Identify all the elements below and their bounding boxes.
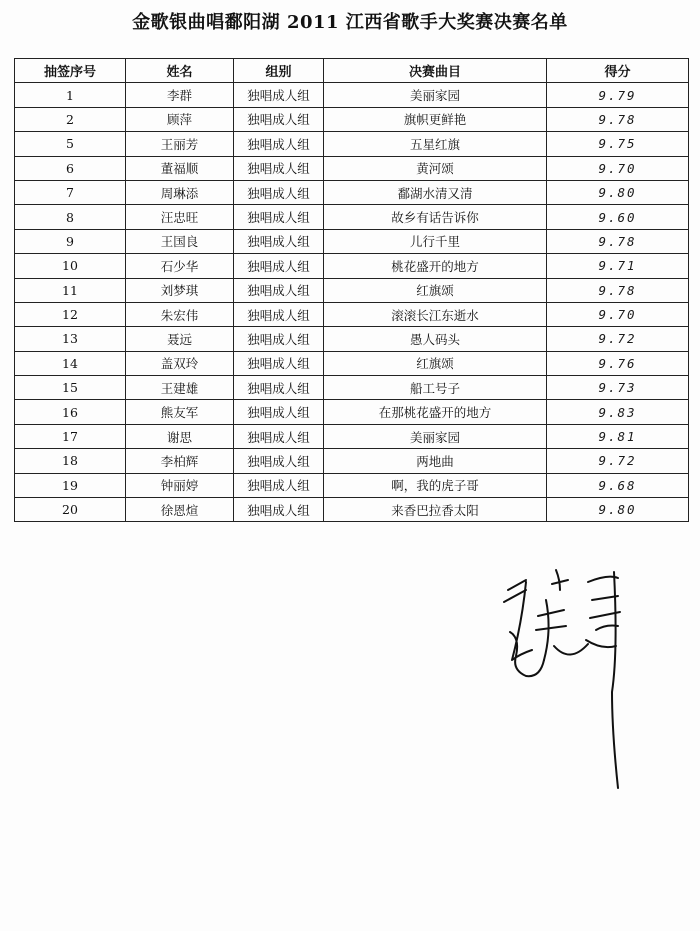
- cell-score: 9.70: [547, 302, 689, 326]
- cell-seq: 6: [15, 156, 126, 180]
- cell-group: 独唱成人组: [234, 83, 324, 107]
- cell-group: 独唱成人组: [234, 351, 324, 375]
- cell-song: 船工号子: [324, 376, 547, 400]
- cell-song: 五星红旗: [324, 132, 547, 156]
- cell-song: 红旗颂: [324, 278, 547, 302]
- table-row: [15, 400, 689, 424]
- cell-name: 聂远: [126, 327, 234, 351]
- cell-song: 美丽家园: [324, 424, 547, 448]
- cell-name: 谢思: [126, 424, 234, 448]
- cell-song: 美丽家园: [324, 83, 547, 107]
- table-row: [15, 278, 689, 302]
- cell-seq: 8: [15, 205, 126, 229]
- cell-score: 9.81: [547, 424, 689, 448]
- table-row: [15, 449, 689, 473]
- cell-name: 钟丽婷: [126, 473, 234, 497]
- cell-score: 9.60: [547, 205, 689, 229]
- cell-name: 盖双玲: [126, 351, 234, 375]
- document-title: 金歌银曲唱鄱阳湖 2011 江西省歌手大奖赛决赛名单: [132, 12, 568, 33]
- table-row: [15, 302, 689, 326]
- cell-group: 独唱成人组: [234, 254, 324, 278]
- cell-seq: 2: [15, 107, 126, 131]
- header-song: 决赛曲目: [324, 59, 547, 83]
- cell-group: 独唱成人组: [234, 424, 324, 448]
- cell-score: 9.78: [547, 229, 689, 253]
- table-row: [15, 498, 689, 522]
- cell-group: 独唱成人组: [234, 376, 324, 400]
- cell-group: 独唱成人组: [234, 400, 324, 424]
- cell-seq: 1: [15, 83, 126, 107]
- cell-seq: 10: [15, 254, 126, 278]
- finalist-table: [14, 58, 689, 522]
- cell-seq: 13: [15, 327, 126, 351]
- handwritten-signature: [496, 560, 666, 790]
- table-row: [15, 83, 689, 107]
- cell-seq: 5: [15, 132, 126, 156]
- cell-score: 9.79: [547, 83, 689, 107]
- cell-seq: 9: [15, 229, 126, 253]
- cell-song: 两地曲: [324, 449, 547, 473]
- cell-song: 红旗颂: [324, 351, 547, 375]
- cell-group: 独唱成人组: [234, 229, 324, 253]
- cell-song: 旗帜更鲜艳: [324, 107, 547, 131]
- cell-song: 来香巴拉香太阳: [324, 498, 547, 522]
- cell-name: 熊友军: [126, 400, 234, 424]
- cell-score: 9.70: [547, 156, 689, 180]
- cell-song: 在那桃花盛开的地方: [324, 400, 547, 424]
- table-row: [15, 424, 689, 448]
- cell-group: 独唱成人组: [234, 302, 324, 326]
- cell-song: 儿行千里: [324, 229, 547, 253]
- table-row: [15, 376, 689, 400]
- cell-group: 独唱成人组: [234, 449, 324, 473]
- cell-seq: 16: [15, 400, 126, 424]
- cell-name: 汪忠旺: [126, 205, 234, 229]
- table-row: [15, 254, 689, 278]
- cell-name: 刘梦琪: [126, 278, 234, 302]
- cell-group: 独唱成人组: [234, 180, 324, 204]
- cell-name: 王丽芳: [126, 132, 234, 156]
- header-name: 姓名: [126, 59, 234, 83]
- cell-name: 朱宏伟: [126, 302, 234, 326]
- cell-score: 9.68: [547, 473, 689, 497]
- cell-seq: 17: [15, 424, 126, 448]
- cell-name: 王建雄: [126, 376, 234, 400]
- cell-score: 9.72: [547, 449, 689, 473]
- cell-name: 李群: [126, 83, 234, 107]
- cell-song: 啊，我的虎子哥: [324, 473, 547, 497]
- cell-song: 故乡有话告诉你: [324, 205, 547, 229]
- cell-group: 独唱成人组: [234, 278, 324, 302]
- cell-seq: 11: [15, 278, 126, 302]
- table-row: [15, 351, 689, 375]
- cell-seq: 20: [15, 498, 126, 522]
- cell-song: 愚人码头: [324, 327, 547, 351]
- table-row: [15, 156, 689, 180]
- cell-song: 滚滚长江东逝水: [324, 302, 547, 326]
- cell-seq: 19: [15, 473, 126, 497]
- cell-name: 李柏辉: [126, 449, 234, 473]
- table-row: [15, 205, 689, 229]
- table-row: [15, 132, 689, 156]
- cell-seq: 14: [15, 351, 126, 375]
- cell-score: 9.73: [547, 376, 689, 400]
- cell-score: 9.80: [547, 498, 689, 522]
- cell-seq: 15: [15, 376, 126, 400]
- cell-group: 独唱成人组: [234, 205, 324, 229]
- cell-name: 石少华: [126, 254, 234, 278]
- cell-group: 独唱成人组: [234, 498, 324, 522]
- header-seq: 抽签序号: [15, 59, 126, 83]
- table-row: [15, 180, 689, 204]
- cell-score: 9.78: [547, 278, 689, 302]
- cell-score: 9.78: [547, 107, 689, 131]
- cell-group: 独唱成人组: [234, 156, 324, 180]
- cell-score: 9.80: [547, 180, 689, 204]
- cell-score: 9.75: [547, 132, 689, 156]
- cell-group: 独唱成人组: [234, 473, 324, 497]
- cell-name: 周琳添: [126, 180, 234, 204]
- cell-name: 徐恩煊: [126, 498, 234, 522]
- header-group: 组别: [234, 59, 324, 83]
- cell-song: 黄河颂: [324, 156, 547, 180]
- cell-song: 鄱湖水清又清: [324, 180, 547, 204]
- cell-seq: 12: [15, 302, 126, 326]
- cell-group: 独唱成人组: [234, 327, 324, 351]
- cell-group: 独唱成人组: [234, 132, 324, 156]
- cell-name: 董福顺: [126, 156, 234, 180]
- cell-score: 9.83: [547, 400, 689, 424]
- cell-score: 9.72: [547, 327, 689, 351]
- cell-song: 桃花盛开的地方: [324, 254, 547, 278]
- table-row: [15, 229, 689, 253]
- cell-name: 顾萍: [126, 107, 234, 131]
- header-score: 得分: [547, 59, 689, 83]
- cell-name: 王国良: [126, 229, 234, 253]
- cell-seq: 18: [15, 449, 126, 473]
- table-row: [15, 473, 689, 497]
- table-header-row: [15, 59, 689, 83]
- cell-score: 9.71: [547, 254, 689, 278]
- table-row: [15, 327, 689, 351]
- cell-seq: 7: [15, 180, 126, 204]
- cell-group: 独唱成人组: [234, 107, 324, 131]
- cell-score: 9.76: [547, 351, 689, 375]
- table-row: [15, 107, 689, 131]
